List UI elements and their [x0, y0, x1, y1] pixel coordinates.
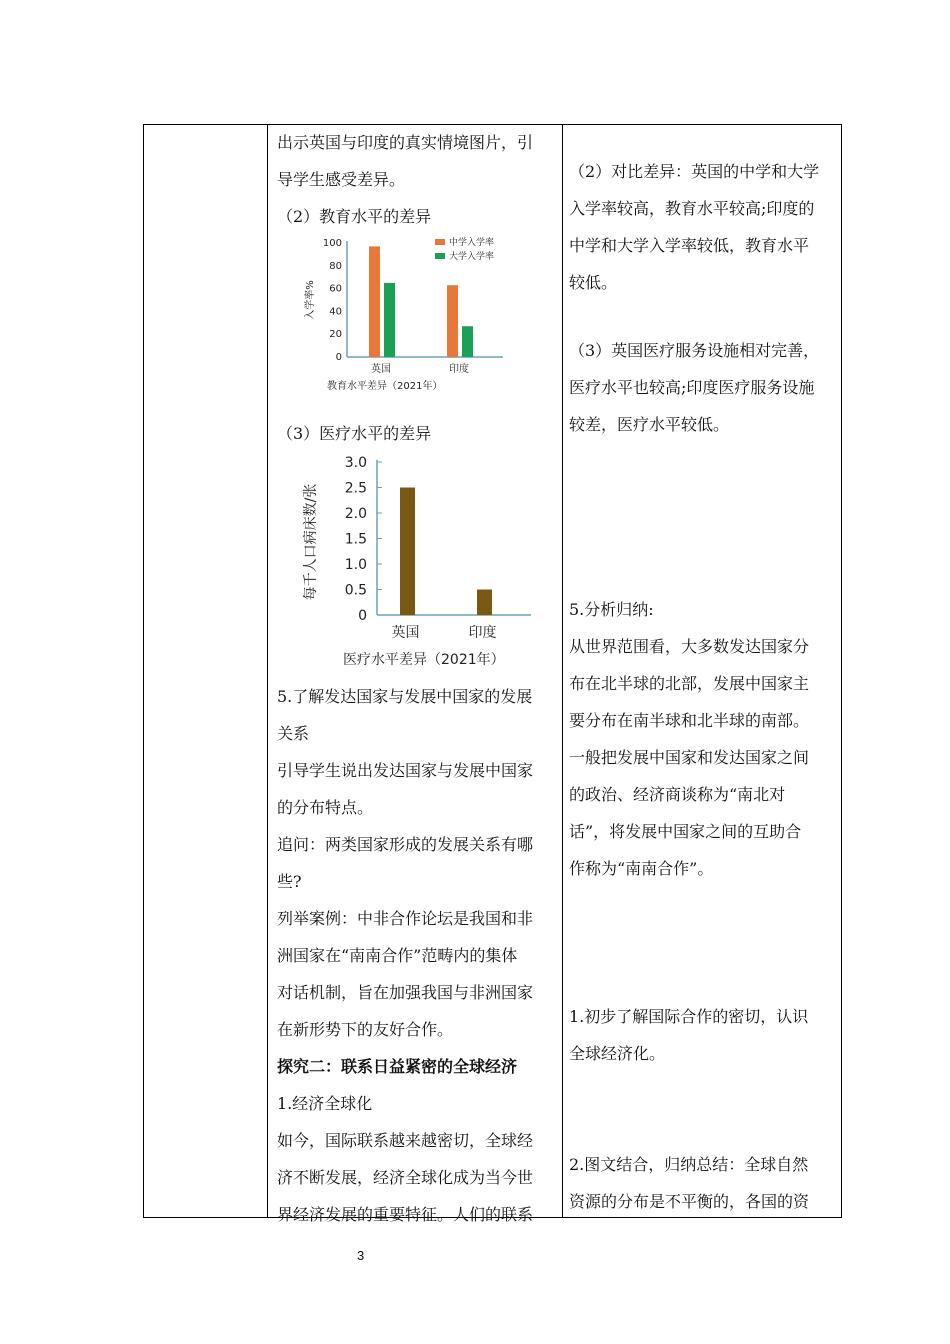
x-tick-label: 英国	[371, 364, 391, 375]
legend-swatch	[435, 253, 445, 259]
coop-point-1: 1.初步了解国际合作的密切，认识	[569, 1007, 809, 1026]
y-tick-label: 2.5	[344, 480, 367, 497]
section5-body-4: 些?	[277, 872, 302, 891]
health-heading: （3）医疗水平的差异	[277, 424, 432, 443]
x-tick-label: 英国	[391, 625, 420, 641]
edu-point-3: 中学和大学入学率较低，教育水平	[569, 236, 810, 255]
explore2-title: 探究二：联系日益紧密的全球经济	[277, 1057, 518, 1076]
chart-title: 教育水平差异（2021年）	[327, 381, 443, 392]
edu-point-1: （2）对比差异：英国的中学和大学	[569, 162, 820, 181]
y-tick-label: 0	[358, 608, 367, 624]
section5-title-2: 关系	[277, 724, 310, 743]
y-tick-label: 2.0	[344, 506, 367, 522]
education-chart	[277, 235, 553, 413]
table-divider-2	[562, 124, 563, 1218]
globalization-body-3: 界经济发展的重要特征。人们的联系	[277, 1205, 534, 1224]
y-tick-label: 80	[329, 260, 342, 272]
bar-0	[400, 488, 415, 616]
legend-label: 中学入学率	[449, 238, 495, 248]
edu-point-2: 入学率较高，教育水平较高;印度的	[569, 199, 815, 218]
y-tick-label: 100	[322, 238, 342, 249]
section5-body-5: 列举案例：中非合作论坛是我国和非	[277, 909, 534, 928]
analysis-body-3: 要分布在南半球和北半球的南部。	[569, 711, 810, 730]
healthcare-chart	[277, 452, 553, 678]
chart-title: 医疗水平差异（2021年）	[343, 652, 505, 668]
y-tick-label: 0	[335, 352, 342, 363]
bar-1	[477, 590, 492, 616]
bar-tertiary-0	[384, 283, 395, 357]
section5-body-2: 的分布特点。	[277, 798, 374, 817]
globalization-body-2: 济不断发展，经济全球化成为当今世	[277, 1168, 534, 1187]
student-activity-column	[569, 124, 835, 1220]
legend-label: 大学入学率	[449, 252, 495, 262]
x-tick-label: 印度	[468, 625, 497, 641]
globalization-heading: 1.经济全球化	[277, 1094, 373, 1113]
intro-line-2: 导学生感受差异。	[277, 170, 406, 189]
bar-secondary-1	[447, 285, 458, 357]
bar-secondary-0	[369, 246, 380, 357]
edu-point-4: 较低。	[569, 273, 618, 292]
health-point-2: 医疗水平也较高;印度医疗服务设施	[569, 378, 815, 397]
summary-point-2: 资源的分布是不平衡的，各国的资	[569, 1192, 810, 1211]
health-point-1: （3）英国医疗服务设施相对完善，	[569, 341, 820, 360]
analysis-body-4: 一般把发展中国家和发达国家之间	[569, 748, 810, 767]
section5-body-1: 引导学生说出发达国家与发展中国家	[277, 761, 534, 780]
y-tick-label: 1.0	[344, 557, 367, 573]
table-divider-1	[267, 124, 268, 1218]
y-tick-label: 40	[329, 306, 342, 318]
analysis-body-1: 从世界范围看，大多数发达国家分	[569, 637, 810, 656]
y-tick-label: 20	[329, 329, 342, 341]
y-tick-label: 1.5	[344, 531, 367, 548]
section5-title-1: 5.了解发达国家与发展中国家的发展	[277, 687, 533, 706]
section5-body-8: 在新形势下的友好合作。	[277, 1020, 454, 1039]
x-tick-label: 印度	[449, 364, 469, 375]
coop-point-2: 全球经济化。	[569, 1044, 666, 1063]
section5-body-6: 洲国家在“南南合作”范畴内的集体	[277, 946, 518, 965]
y-tick-label: 60	[329, 283, 342, 295]
analysis-title: 5.分析归纳:	[569, 600, 654, 619]
y-axis-label: 入学率%	[305, 280, 316, 320]
health-point-3: 较差，医疗水平较低。	[569, 415, 730, 434]
analysis-body-7: 作称为“南南合作”。	[569, 859, 714, 878]
analysis-body-5: 的政治、经济商谈称为“南北对	[569, 785, 786, 804]
section5-body-3: 追问：两类国家形成的发展关系有哪	[277, 835, 534, 854]
summary-point-1: 2.图文结合，归纳总结：全球自然	[569, 1155, 809, 1174]
analysis-body-2: 布在北半球的北部，发展中国家主	[569, 674, 810, 693]
legend-swatch	[435, 239, 445, 245]
y-tick-label: 0.5	[344, 582, 367, 599]
edu-heading: （2）教育水平的差异	[277, 207, 432, 226]
y-tick-label: 3.0	[344, 455, 367, 471]
section5-body-7: 对话机制，旨在加强我国与非洲国家	[277, 983, 534, 1002]
globalization-body-1: 如今，国际联系越来越密切，全球经	[277, 1131, 534, 1150]
intro-line-1: 出示英国与印度的真实情境图片，引	[277, 133, 534, 152]
y-axis-label: 每千人口病床数/张	[303, 483, 319, 601]
bar-tertiary-1	[462, 326, 473, 357]
teacher-activity-column	[277, 124, 553, 1233]
page-number: 3	[357, 1248, 365, 1263]
analysis-body-6: 话”，将发展中国家之间的互助合	[569, 822, 802, 841]
